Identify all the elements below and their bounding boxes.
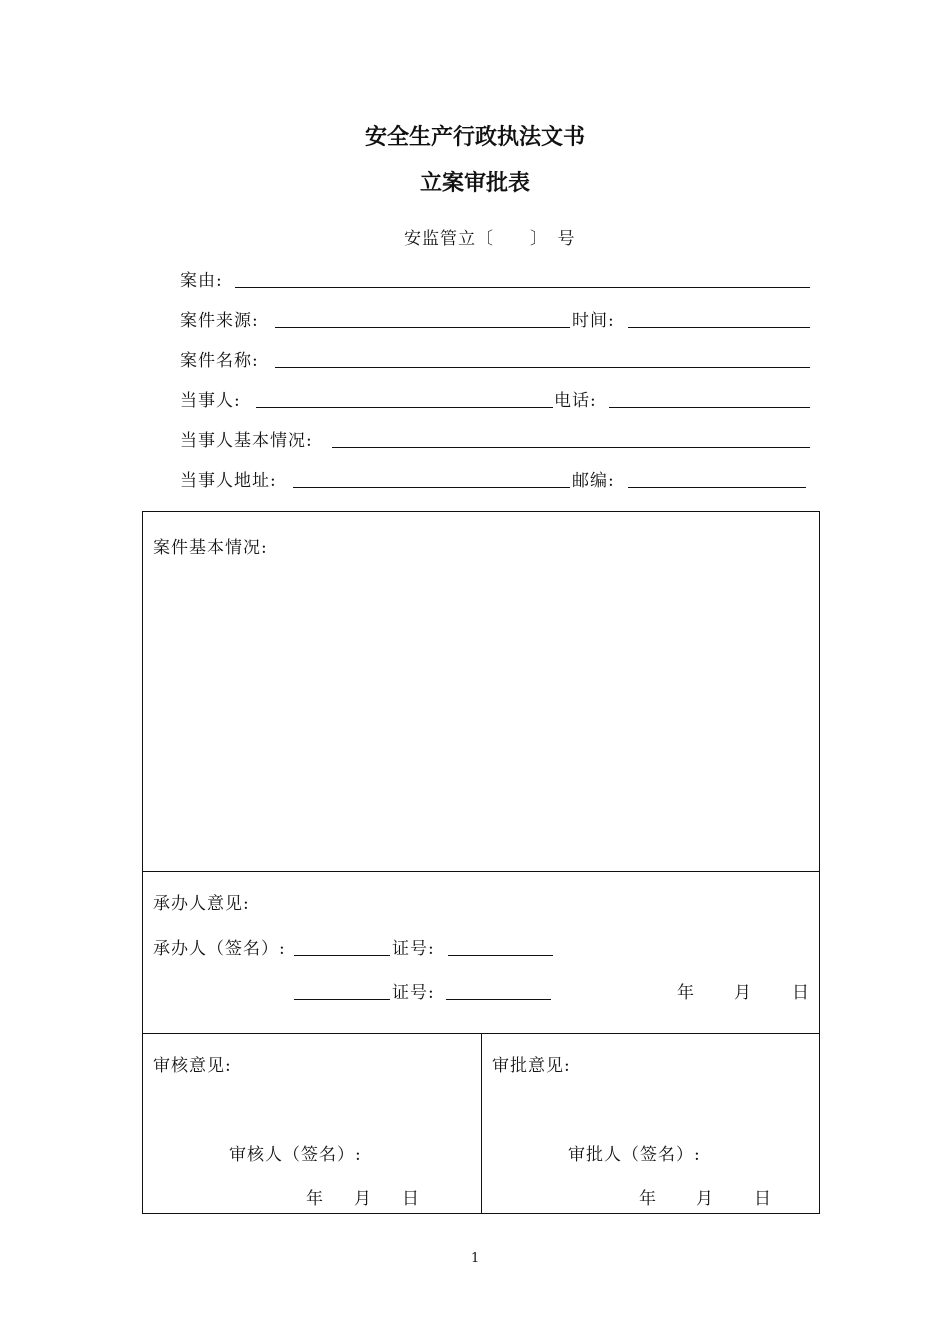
party-info-field[interactable]	[332, 447, 810, 448]
postcode-field[interactable]	[628, 487, 806, 488]
review-date-month: 月	[354, 1189, 372, 1209]
party-label: 当事人:	[180, 391, 241, 411]
document-title: 安全生产行政执法文书	[364, 125, 585, 150]
date-year: 年	[677, 983, 695, 1003]
review-date-day: 日	[402, 1189, 420, 1209]
date-month: 月	[734, 983, 752, 1003]
date-day: 日	[792, 983, 810, 1003]
phone-label: 电话:	[554, 391, 597, 411]
case-source-field[interactable]	[275, 327, 570, 328]
case-reason-field[interactable]	[235, 287, 810, 288]
handler-opinion-label: 承办人意见:	[153, 894, 250, 914]
approval-date-year: 年	[639, 1189, 657, 1209]
reviewer-sign-label: 审核人（签名）:	[229, 1145, 362, 1165]
approval-date-day: 日	[754, 1189, 772, 1209]
party-address-label: 当事人地址:	[180, 471, 277, 491]
page-number: 1	[471, 1251, 480, 1266]
case-name-field[interactable]	[275, 367, 810, 368]
time-field[interactable]	[628, 327, 810, 328]
handler-sign-field-2[interactable]	[294, 999, 390, 1000]
review-date-year: 年	[306, 1189, 324, 1209]
case-details-label: 案件基本情况:	[153, 538, 268, 558]
case-name-label: 案件名称:	[180, 351, 259, 371]
approval-opinion-label: 审批意见:	[492, 1056, 571, 1076]
cert-no-label: 证号:	[392, 983, 435, 1003]
time-label: 时间:	[572, 311, 615, 331]
phone-field[interactable]	[609, 407, 810, 408]
postcode-label: 邮编:	[572, 471, 615, 491]
approver-sign-label: 审批人（签名）:	[568, 1145, 701, 1165]
review-opinion-label: 审核意见:	[153, 1056, 232, 1076]
approval-date-month: 月	[696, 1189, 714, 1209]
table-divider	[481, 1033, 482, 1214]
handler-sign-label: 承办人（签名）:	[153, 939, 286, 959]
cert-no-field-2[interactable]	[446, 999, 551, 1000]
form-title: 立案审批表	[419, 171, 530, 196]
case-source-label: 案件来源:	[180, 311, 259, 331]
party-info-label: 当事人基本情况:	[180, 431, 313, 451]
handler-sign-field-1[interactable]	[294, 955, 390, 956]
cert-no-field-1[interactable]	[448, 955, 553, 956]
cert-no-label: 证号:	[392, 939, 435, 959]
document-number: 安监管立〔 〕 号	[404, 229, 576, 249]
party-field[interactable]	[256, 407, 553, 408]
table-divider	[142, 871, 820, 872]
case-details-area[interactable]	[150, 560, 810, 860]
party-address-field[interactable]	[293, 487, 570, 488]
case-reason-label: 案由:	[180, 271, 223, 291]
